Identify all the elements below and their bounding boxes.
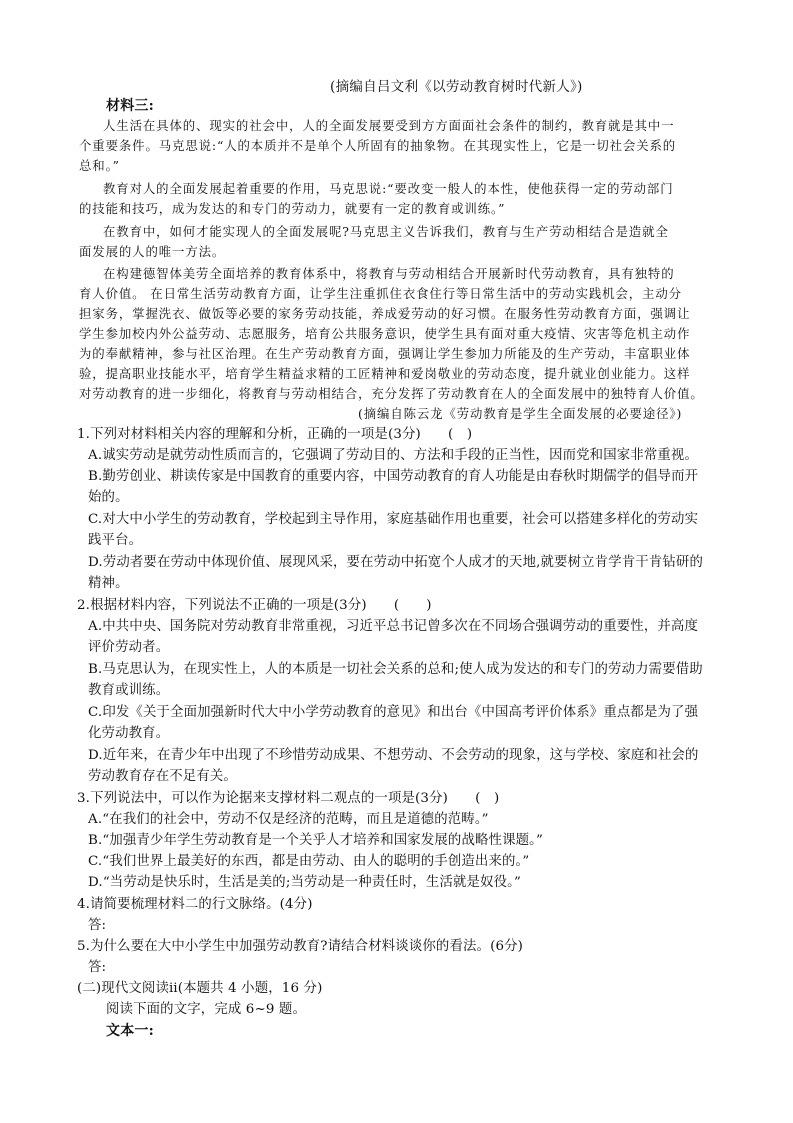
source-citation-2: (摘编自陈云龙《劳动教育是学生全面发展的必要途径》)	[358, 406, 683, 421]
question-2-option-b-cont: 教育或训练。	[88, 683, 170, 698]
question-1-option-d-cont: 精神。	[88, 576, 129, 591]
material3-line: 教育对人的全面发展起着重要的作用，马克思说:“要改变一般人的本性，使他获得一定的劳动部门	[103, 181, 674, 196]
material3-line: 在构建德智体美劳全面培养的教育体系中，将教育与劳动相结合开展新时代劳动教育，具有独特的	[103, 266, 675, 281]
question-1-option-d: D.劳动者要在劳动中体现价值、展现风采，要在劳动中拓宽个人成才的天地,就要树立肯学肯干肯钻研的	[88, 555, 704, 570]
question-4-answer-label: 答:	[88, 918, 107, 933]
question-1-option-c-cont: 践平台。	[88, 533, 143, 548]
section-2-instruction: 阅读下面的文字，完成 6~9 题。	[106, 1002, 307, 1017]
question-2-stem: 2.根据材料内容，下列说法不正确的一项是(3分) ( )	[77, 598, 432, 613]
question-2-option-a: A.中共中央、国务院对劳动教育非常重视，习近平总书记曾多次在不同场合强调劳动的重要性，并高度	[88, 619, 699, 634]
source-citation-1: (摘编自吕文利《以劳动教育树时代新人》)	[330, 79, 583, 95]
material3-heading: 材料三:	[106, 98, 154, 114]
material3-line: 个重要条件。马克思说:“人的本质并不是单个人所固有的抽象物。在其现实性上，它是一切社会关系的	[79, 138, 677, 153]
question-2-option-d: D.近年来，在青少年中出现了不珍惜劳动成果、不想劳动、不会劳动的现象，这与学校、家庭和社会的	[88, 748, 699, 763]
section-2-heading: (二)现代文阅读ⅱ(本题共 4 小题，16 分)	[77, 981, 323, 996]
question-3-option-c: C.“我们世界上最美好的东西，都是由劳动、由人的聪明的手创造出来的。”	[88, 854, 530, 869]
text-one-label: 文本一:	[106, 1023, 154, 1039]
material3-line: 为的奉献精神，参与社区治理。在生产劳动教育方面，强调让学生参加力所能及的生产劳动，丰富职业体	[79, 346, 691, 361]
question-1-option-c: C.对大中小学生的劳动教育，学校起到主导作用，家庭基础作用也重要，社会可以搭建多样化的劳动实	[88, 512, 699, 527]
question-4-stem: 4.请简要梳理材料二的行文脉络。(4分)	[77, 897, 313, 912]
material3-line: 验，提高职业技能水平，培育学生精益求精的工匠精神和爱岗敬业的劳动态度，提升就业创业能力。这样	[79, 366, 691, 381]
material3-line: 面发展的人的唯一方法。	[79, 244, 226, 259]
question-3-option-a: A.“在我们的社会中，劳动不仅是经济的范畴，而且是道德的范畴。”	[88, 812, 489, 827]
material3-line: 在教育中，如何才能实现人的全面发展呢?马克思主义告诉我们，教育与生产劳动相结合是造就全	[103, 224, 669, 239]
material3-line: 人生活在具体的、现实的社会中，人的全面发展要受到方方面面社会条件的制约，教育就是其中一	[103, 118, 675, 133]
question-3-option-b: B.“加强青少年学生劳动教育是一个关乎人才培养和国家发展的战略性课题。”	[88, 833, 543, 848]
question-3-option-d: D.“当劳动是快乐时，生活是美的;当劳动是一种责任时，生活就是奴役。”	[88, 875, 521, 890]
question-2-option-d-cont: 劳动教育存在不足有关。	[88, 769, 237, 784]
question-2-option-c: C.印发《关于全面加强新时代大中小学劳动教育的意见》和出台《中国高考评价体系》重点都是为了强	[88, 705, 699, 720]
question-5-stem: 5.为什么要在大中小学生中加强劳动教育?请结合材料谈谈你的看法。(6分)	[77, 939, 524, 954]
question-2-option-c-cont: 化劳动教育。	[88, 726, 170, 741]
material3-line: 的技能和技巧，成为发达的和专门的劳动力，就要有一定的教育或训练。”	[79, 201, 506, 216]
question-2-option-a-cont: 评价劳动者。	[88, 640, 170, 655]
question-5-answer-label: 答:	[88, 960, 107, 975]
material3-line: 总和。”	[79, 158, 120, 173]
question-1-option-b: B.勤劳创业、耕读传家是中国教育的重要内容，中国劳动教育的育人功能是由春秋时期儒学的倡导而开	[88, 469, 699, 484]
question-3-stem: 3.下列说法中，可以作为论据来支撑材料二观点的一项是(3分) ( )	[77, 791, 500, 806]
question-1-option-a: A.诚实劳动是就劳动性质而言的，它强调了劳动目的、方法和手段的正当性，因而党和国家非常重视。	[88, 448, 699, 463]
question-1-stem: 1.下列对材料相关内容的理解和分析，正确的一项是(3分) ( )	[77, 427, 473, 442]
material3-line: 对劳动教育的进一步细化，将教育与劳动相结合，充分发挥了劳动教育在人的全面发展中的独特育人价值。	[79, 386, 704, 401]
material3-line: 育人价值。 在日常生活劳动教育方面，让学生注重抓住衣食住行等日常生活中的劳动实践机会，主动分	[79, 286, 682, 301]
material3-line: 担家务，掌握洗衣、做饭等必要的家务劳动技能，养成爱劳动的好习惯。在服务性劳动教育方面，强调让	[79, 306, 691, 321]
question-1-option-b-cont: 始的。	[88, 490, 129, 505]
question-2-option-b: B.马克思认为，在现实性上，人的本质是一切社会关系的总和;使人成为发达的和专门的劳动力需要借助	[88, 662, 703, 677]
material3-line: 学生参加校内外公益劳动、志愿服务，培育公共服务意识，使学生具有面对重大疫情、灾害等危机主动作	[79, 326, 691, 341]
